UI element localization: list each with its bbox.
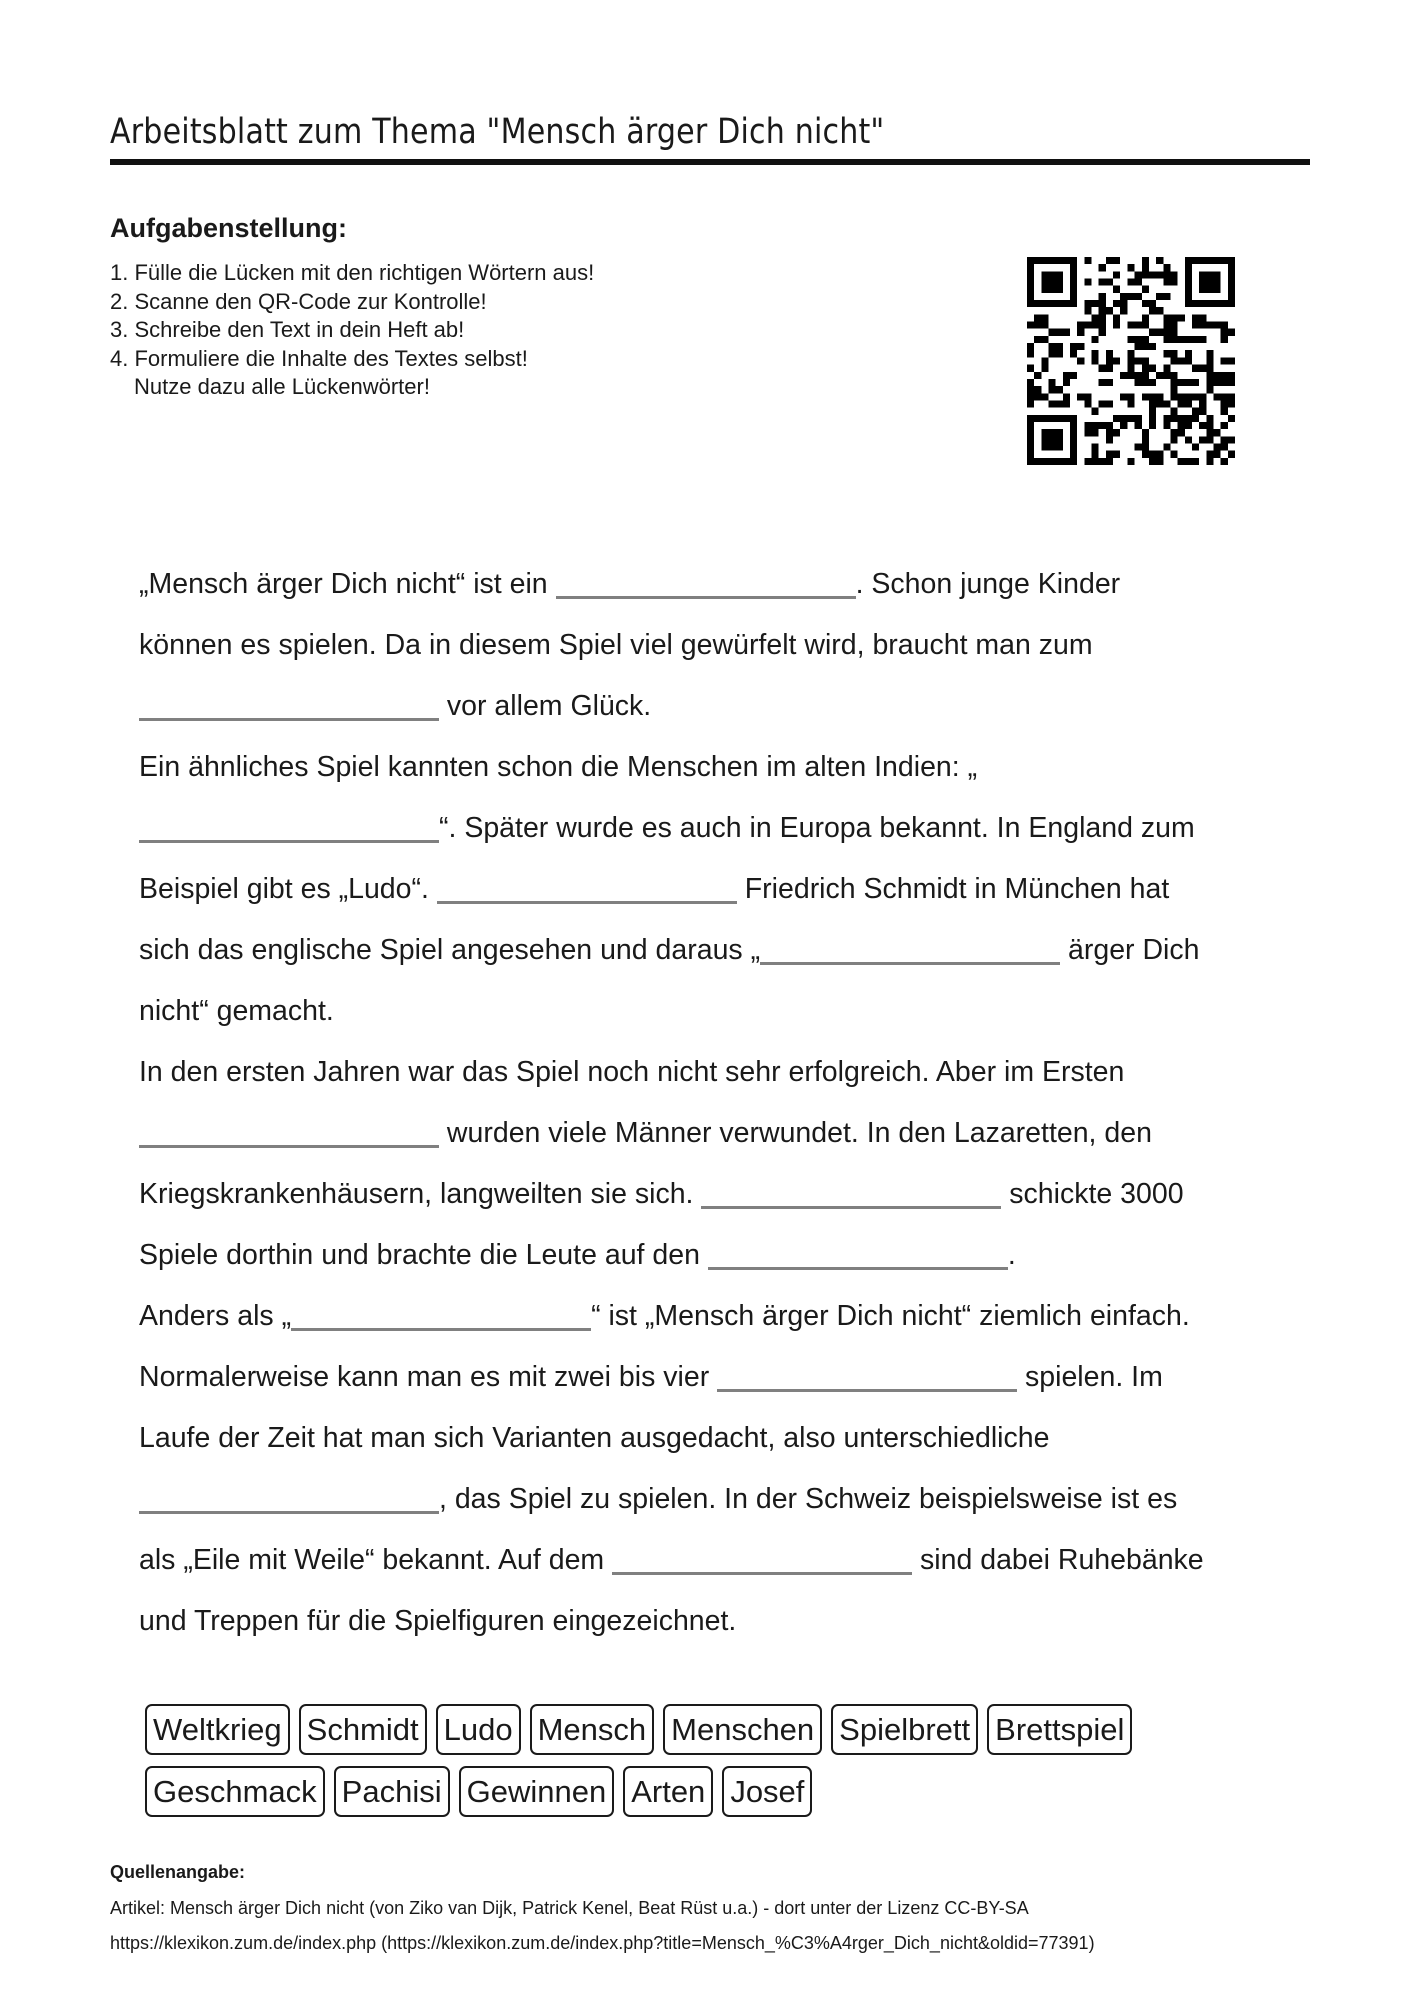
text-line xyxy=(139,801,1319,862)
title-divider xyxy=(110,159,1310,165)
blank-gap[interactable] xyxy=(717,1359,1017,1392)
task-heading: Aufgabenstellung: xyxy=(110,213,347,243)
text-line xyxy=(139,923,1319,984)
word-bank-row xyxy=(145,1766,1265,1828)
word-chip[interactable]: Brettspiel xyxy=(987,1704,1132,1755)
text-segment: sich das englische Spiel angesehen und daraus „ xyxy=(139,934,761,966)
blank-gap[interactable] xyxy=(701,1176,1001,1209)
text-segment: Normalerweise kann man es mit zwei bis vier xyxy=(139,1361,718,1393)
text-segment: Laufe der Zeit hat man sich Varianten ausgedacht, also unterschiedliche xyxy=(139,1422,1050,1454)
text-line xyxy=(139,1106,1319,1167)
qr-code-icon xyxy=(1027,257,1235,465)
word-chip[interactable]: Geschmack xyxy=(145,1766,325,1817)
word-chip[interactable]: Josef xyxy=(722,1766,812,1817)
text-segment: “ ist „Mensch ärger Dich nicht“ ziemlich einfach. xyxy=(591,1300,1190,1332)
text-segment: , das Spiel zu spielen. In der Schweiz beispielsweise ist es xyxy=(439,1483,1178,1515)
blank-gap[interactable] xyxy=(139,1481,439,1514)
text-line xyxy=(139,1350,1319,1411)
text-segment: sind dabei Ruhebänke xyxy=(912,1544,1204,1576)
task-item: Nutze dazu alle Lückenwörter! xyxy=(134,374,430,399)
blank-gap[interactable] xyxy=(437,871,737,904)
blank-gap[interactable] xyxy=(760,932,1060,965)
text-segment: und Treppen für die Spielfiguren eingezeichnet. xyxy=(139,1605,737,1637)
blank-gap[interactable] xyxy=(556,566,856,599)
text-segment: „Mensch ärger Dich nicht“ ist ein xyxy=(139,568,556,600)
source-link[interactable]: https://klexikon.zum.de/index.php (https://klexikon.zum.de/index.php?title=Mensch_%C3%A4rger_Dich_nicht&oldid=77391) xyxy=(110,1933,1095,1953)
word-chip[interactable]: Gewinnen xyxy=(459,1766,615,1817)
page-title: Arbeitsblatt zum Thema "Mensch ärger Dich nicht" xyxy=(110,112,885,152)
text-line xyxy=(139,679,1319,740)
text-line xyxy=(139,1167,1319,1228)
text-segment: . Schon junge Kinder xyxy=(855,568,1121,600)
text-line xyxy=(139,557,1319,618)
text-segment: . xyxy=(1007,1239,1016,1271)
source-heading: Quellenangabe: xyxy=(110,1862,246,1882)
task-item: 1. Fülle die Lücken mit den richtigen Wörtern aus! xyxy=(110,260,595,285)
text-line xyxy=(139,1228,1319,1289)
text-segment: ärger Dich xyxy=(1060,934,1200,966)
word-chip[interactable]: Menschen xyxy=(663,1704,822,1755)
text-line xyxy=(139,618,1319,679)
word-chip[interactable]: Schmidt xyxy=(299,1704,427,1755)
blank-gap[interactable] xyxy=(139,688,439,721)
text-segment: schickte 3000 xyxy=(1001,1178,1184,1210)
text-segment: Anders als „ xyxy=(139,1300,292,1332)
blank-gap[interactable] xyxy=(291,1298,591,1331)
text-segment: vor allem Glück. xyxy=(439,690,652,722)
text-line xyxy=(139,1411,1319,1472)
word-chip[interactable]: Arten xyxy=(623,1766,713,1817)
text-line xyxy=(139,740,1319,801)
text-segment: Friedrich Schmidt in München hat xyxy=(736,873,1170,905)
blank-gap[interactable] xyxy=(708,1237,1008,1270)
text-line xyxy=(139,1594,1319,1655)
task-list xyxy=(110,259,594,402)
text-segment: Spiele dorthin und brachte die Leute auf den xyxy=(139,1239,708,1271)
text-segment: nicht“ gemacht. xyxy=(139,995,334,1027)
text-line xyxy=(139,862,1319,923)
task-item: 3. Schreibe den Text in dein Heft ab! xyxy=(110,317,465,342)
text-segment: Beispiel gibt es „Ludo“. xyxy=(139,873,437,905)
text-segment: In den ersten Jahren war das Spiel noch nicht sehr erfolgreich. Aber im Ersten xyxy=(139,1056,1125,1088)
text-line xyxy=(139,1045,1319,1106)
word-chip[interactable]: Mensch xyxy=(530,1704,655,1755)
blank-gap[interactable] xyxy=(139,1115,439,1148)
text-line xyxy=(139,1533,1319,1594)
text-segment: Ein ähnliches Spiel kannten schon die Menschen im alten Indien: „ xyxy=(139,751,978,783)
text-segment: Kriegskrankenhäusern, langweilten sie sich. xyxy=(139,1178,702,1210)
text-segment: spielen. Im xyxy=(1017,1361,1163,1393)
source-article: Artikel: Mensch ärger Dich nicht (von Ziko van Dijk, Patrick Kenel, Beat Rüst u.a.) - dort unter der Lizenz CC-BY-SA xyxy=(110,1898,1029,1918)
word-chip[interactable]: Pachisi xyxy=(334,1766,450,1817)
word-chip[interactable]: Ludo xyxy=(436,1704,521,1755)
blank-gap[interactable] xyxy=(139,810,439,843)
word-chip[interactable]: Weltkrieg xyxy=(145,1704,290,1755)
cloze-text xyxy=(139,557,1319,1655)
text-segment: wurden viele Männer verwundet. In den Lazaretten, den xyxy=(439,1117,1152,1149)
blank-gap[interactable] xyxy=(612,1542,912,1575)
text-segment: können es spielen. Da in diesem Spiel viel gewürfelt wird, braucht man zum xyxy=(139,629,1093,661)
word-bank xyxy=(145,1704,1265,1828)
text-line xyxy=(139,1472,1319,1533)
word-bank-row xyxy=(145,1704,1265,1766)
word-chip[interactable]: Spielbrett xyxy=(831,1704,978,1755)
text-segment: “. Später wurde es auch in Europa bekannt. In England zum xyxy=(439,812,1195,844)
text-segment: als „Eile mit Weile“ bekannt. Auf dem xyxy=(139,1544,613,1576)
task-item: 4. Formuliere die Inhalte des Textes selbst! xyxy=(110,345,528,371)
text-line xyxy=(139,1289,1319,1350)
task-item: 2. Scanne den QR-Code zur Kontrolle! xyxy=(110,288,487,314)
text-line xyxy=(139,984,1319,1045)
